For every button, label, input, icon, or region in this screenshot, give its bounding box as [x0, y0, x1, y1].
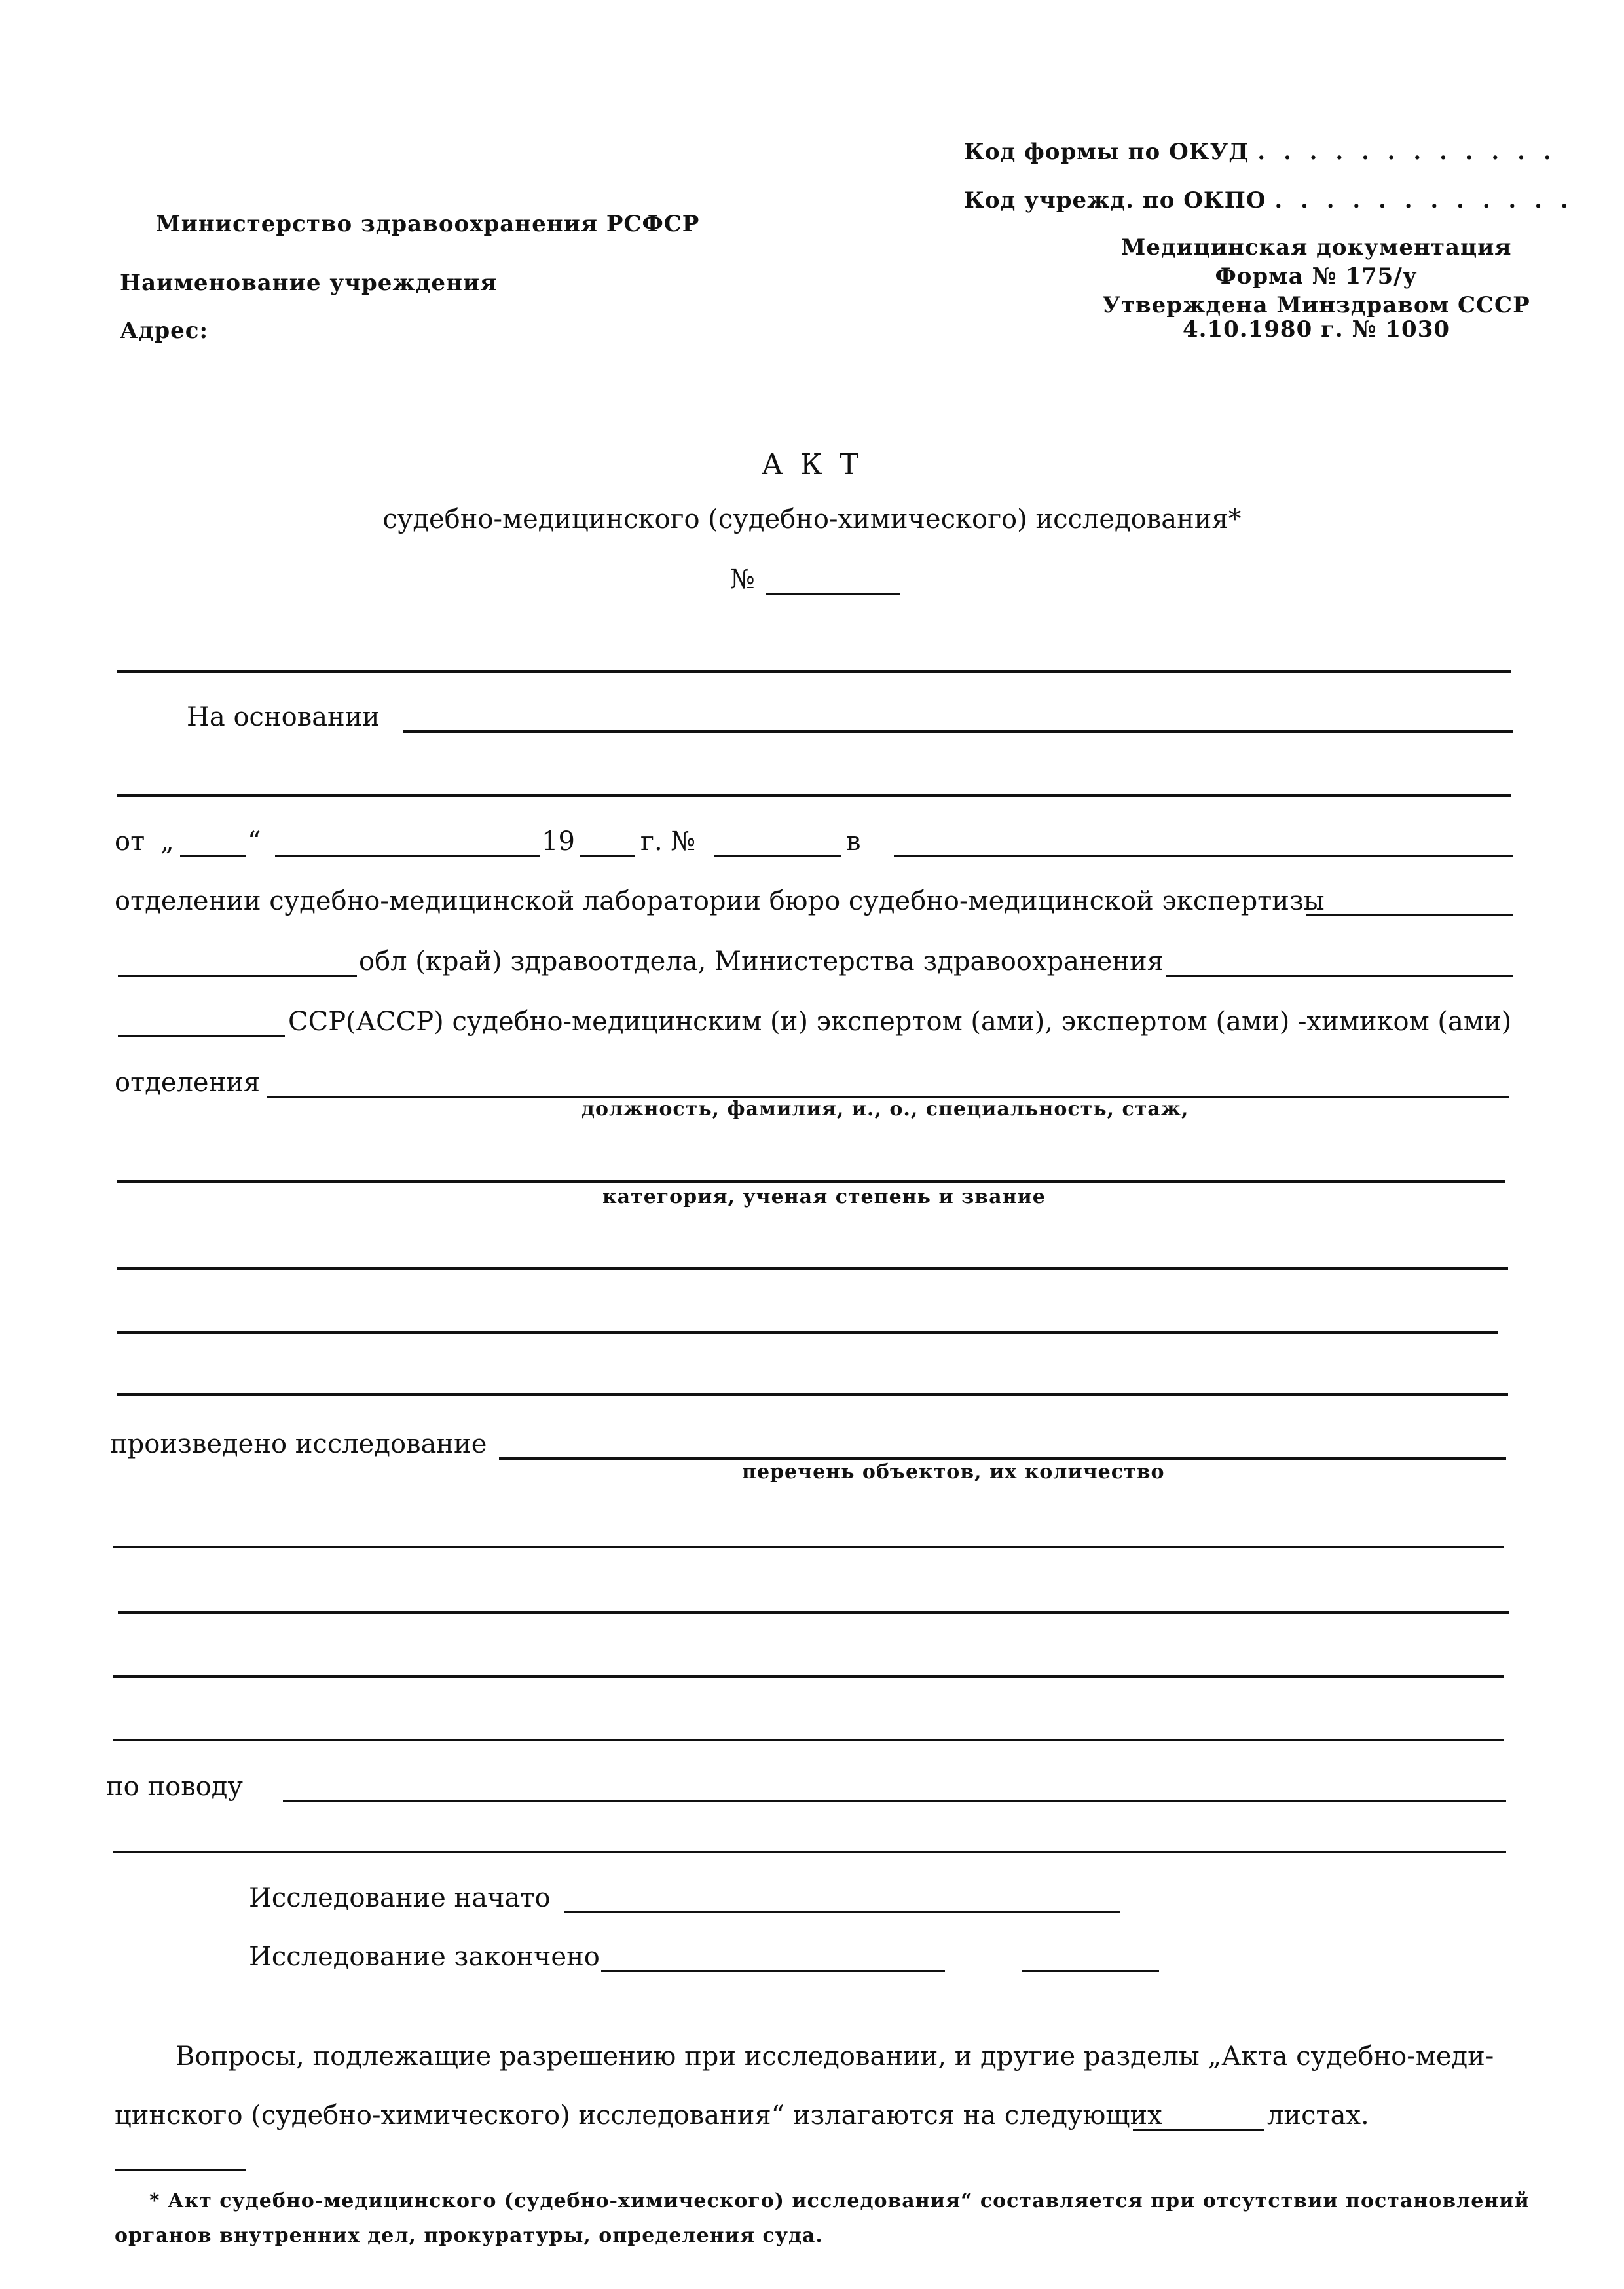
med-doc-label: Медицинская документация [1120, 234, 1512, 261]
in-field[interactable] [894, 855, 1513, 857]
from-label: от [115, 827, 145, 857]
started-field[interactable] [564, 1911, 1120, 1913]
fill-line-3[interactable] [117, 1267, 1508, 1270]
reason-field[interactable] [283, 1800, 1506, 1802]
performed-label: произведено исследование [110, 1429, 487, 1459]
year-field[interactable] [580, 855, 635, 857]
okud-dots: . . . . . . . . . . . . [1257, 139, 1557, 165]
caption-position: должность, фамилия, и., о., специальность, стаж, [581, 1098, 1189, 1121]
fill-line-7[interactable] [118, 1611, 1509, 1614]
started-label: Исследование начато [249, 1883, 551, 1913]
obl-line: обл (край) здравоотдела, Министерства здравоохранения [359, 946, 1164, 977]
questions-line-1: Вопросы, подлежащие разрешению при исследовании, и другие разделы „Акта судебно-меди- [175, 2041, 1494, 2072]
doc-number-field[interactable] [714, 855, 841, 857]
okud-code [964, 139, 1557, 165]
sheets-count-field[interactable] [1133, 2129, 1264, 2131]
quote-close: “ [248, 827, 261, 857]
okpo-label: Код учрежд. по ОКПО [964, 187, 1266, 214]
fill-line-5[interactable] [117, 1393, 1508, 1396]
ministry-field[interactable] [1166, 975, 1513, 977]
caption-objects: перечень объектов, их количество [742, 1461, 1165, 1483]
finished-date-field[interactable] [601, 1970, 945, 1972]
department-line: отделении судебно-медицинской лаборатории бюро судебно-медицинской экспертизы [115, 886, 1325, 916]
finished-time-field[interactable] [1022, 1970, 1159, 1972]
okpo-code [964, 187, 1574, 214]
footnote-separator [115, 2169, 246, 2171]
fill-line-4[interactable] [117, 1331, 1498, 1334]
footnote-line-2: органов внутренних дел, прокуратуры, определения суда. [115, 2224, 823, 2247]
approval-date: 4.10.1980 г. № 1030 [1182, 316, 1450, 343]
fill-line-2[interactable] [117, 794, 1511, 797]
ssr-line: ССР(АССР) судебно-медицинским (и) экспертом (ами), экспертом (ами) -химиком (ами) [288, 1007, 1512, 1037]
g-no-label: г. № [640, 827, 696, 857]
objects-field[interactable] [499, 1457, 1506, 1460]
reason-label: по поводу [106, 1772, 243, 1802]
day-field[interactable] [180, 855, 246, 857]
in-label: в [846, 827, 861, 857]
expert-category-field[interactable] [117, 1180, 1505, 1183]
approval-text: Утверждена Минздравом СССР [1102, 292, 1530, 318]
act-number-label: № [730, 565, 755, 595]
dept-label: отделения [115, 1068, 261, 1098]
quote-open: „ [160, 827, 174, 857]
caption-category: категория, ученая степень и звание [602, 1185, 1046, 1208]
institution-label: Наименование учреждения [120, 270, 498, 296]
fill-line-10[interactable] [113, 1851, 1506, 1853]
basis-label: На основании [187, 702, 380, 732]
bureau-field[interactable] [1306, 914, 1513, 916]
address-label: Адрес: [120, 318, 209, 344]
footnote-line-1: * Акт судебно-медицинского (судебно-химического) исследования“ составляется при отсутствии постановлений [149, 2189, 1530, 2212]
okpo-dots: . . . . . . . . . . . . [1274, 187, 1574, 214]
questions-sheets-label: листах. [1267, 2100, 1369, 2131]
act-subtitle: судебно-медицинского (судебно-химического) исследования* [382, 504, 1242, 534]
obl-field[interactable] [118, 975, 357, 977]
finished-label: Исследование закончено [249, 1942, 600, 1972]
act-number-field[interactable] [766, 593, 900, 595]
ministry-name: Министерство здравоохранения РСФСР [156, 211, 700, 237]
okud-label: Код формы по ОКУД [964, 139, 1249, 165]
questions-line-2: цинского (судебно-химического) исследования“ излагаются на следующих [115, 2100, 1162, 2131]
fill-line-1[interactable] [117, 670, 1511, 673]
act-title: А К Т [761, 448, 863, 481]
year-label: 19 [542, 827, 575, 857]
fill-line-8[interactable] [113, 1675, 1504, 1678]
fill-line-6[interactable] [113, 1546, 1504, 1548]
fill-line-9[interactable] [113, 1739, 1504, 1741]
form-number: Форма № 175/у [1215, 263, 1418, 289]
ssr-field[interactable] [118, 1035, 285, 1037]
month-field[interactable] [275, 855, 540, 857]
basis-field[interactable] [403, 730, 1513, 733]
